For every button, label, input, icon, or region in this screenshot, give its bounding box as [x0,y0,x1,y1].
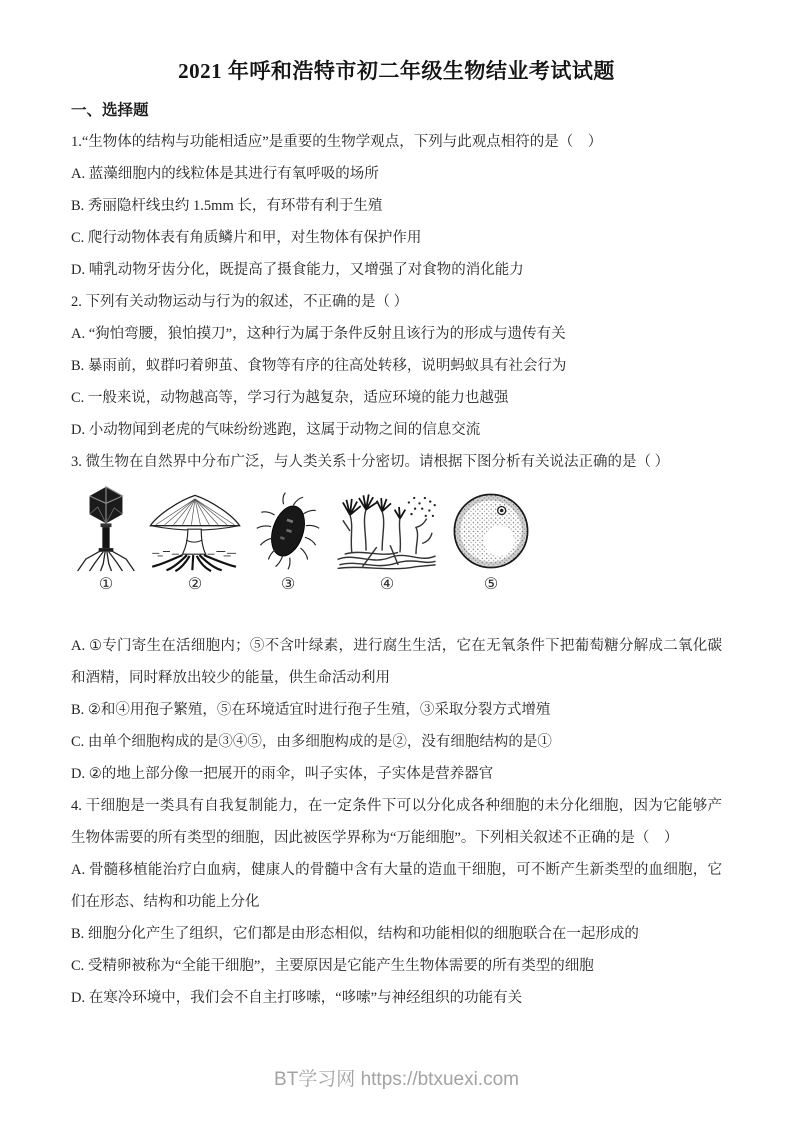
question-1-option-a: A. 蓝藻细胞内的线粒体是其进行有氧呼吸的场所 [71,166,379,182]
figure-item-label: ③ [280,576,296,593]
question-2-option-a: A. “狗怕弯腰，狼怕摸刀”，这种行为属于条件反射且该行为的形成与遗传有关 [71,326,566,342]
question-4-option-a: A. 骨髓移植能治疗白血病，健康人的骨髓中含有大量的造血干细胞，可不断产生新类型的血细胞，它们在形态、结构和功能上分化 [71,862,722,910]
figure-item-bacterium [249,490,327,596]
question-1-option-d: D. 哺乳动物牙齿分化，既提高了摄食能力，又增强了对食物的消化能力 [71,262,524,278]
question-2-option-d: D. 小动物闻到老虎的气味纷纷逃跑，这属于动物之间的信息交流 [71,422,481,438]
mold-icon [335,490,439,572]
bacteriophage-icon [74,484,138,572]
section-heading: 一、选择题 [71,102,149,119]
question-4-option-b: B. 细胞分化产生了组织，它们都是由形态相似，结构和功能相似的细胞联合在一起形成的 [71,926,639,942]
mushroom-icon [145,490,245,572]
figure-item-label: ① [98,576,114,593]
bacterium-icon [253,490,323,572]
question-3-option-c: C. 由单个细胞构成的是③④⑤，由多细胞构成的是②，没有细胞结构的是① [71,734,552,750]
figure-item-yeast [449,490,533,596]
question-1-option-b: B. 秀丽隐杆线虫约 1.5mm 长，有环带有利于生殖 [71,198,383,214]
figure-item-label: ② [187,576,203,593]
question-4-stem: 4. 干细胞是一类具有自我复制能力，在一定条件下可以分化成各种细胞的未分化细胞，因为它能够产生物体需要的所有类型的细胞，因此被医学界称为“万能细胞”。下列相关叙述不正确的是（ ） [71,798,722,846]
yeast-cell-icon [450,490,532,572]
figure-item-mold [335,490,439,596]
figure-item-label: ④ [379,576,395,593]
question-2-option-c: C. 一般来说，动物越高等，学习行为越复杂，适应环境的能力也越强 [71,390,509,406]
question-2-option-b: B. 暴雨前，蚁群叼着卵茧、食物等有序的往高处转移，说明蚂蚁具有社会行为 [71,358,567,374]
question-3-option-d: D. ②的地上部分像一把展开的雨伞，叫子实体，子实体是营养器官 [71,766,494,782]
question-4-option-c: C. 受精卵被称为“全能干细胞”，主要原因是它能产生生物体需要的所有类型的细胞 [71,958,594,974]
figure-item-label: ⑤ [483,576,499,593]
microorganisms-figure [71,484,722,596]
question-3-stem: 3. 微生物在自然界中分布广泛，与人类关系十分密切。请根据下图分析有关说法正确的是（ ） [71,454,670,470]
footer-watermark: BT学习网 https://btxuexi.com [274,1069,519,1090]
page-title: 2021 年呼和浩特市初二年级生物结业考试试题 [178,59,615,83]
question-4-option-d: D. 在寒冷环境中，我们会不自主打哆嗦，“哆嗦”与神经组织的功能有关 [71,990,523,1006]
question-1-stem: 1.“生物体的结构与功能相适应”是重要的生物学观点，下列与此观点相符的是（ ） [71,134,603,150]
figure-item-mushroom [145,490,245,596]
question-1-option-c: C. 爬行动物体表有角质鳞片和甲，对生物体有保护作用 [71,230,422,246]
question-3-option-b: B. ②和④用孢子繁殖，⑤在环境适宜时进行孢子生殖，③采取分裂方式增殖 [71,702,551,718]
figure-item-bacteriophage [71,484,141,596]
question-3-option-a: A. ①专门寄生在活细胞内；⑤不含叶绿素，进行腐生生活，它在无氧条件下把葡萄糖分解成二氧化碳和酒精，同时释放出较少的能量，供生命活动利用 [71,638,722,686]
question-2-stem: 2. 下列有关动物运动与行为的叙述，不正确的是（ ） [71,294,409,310]
